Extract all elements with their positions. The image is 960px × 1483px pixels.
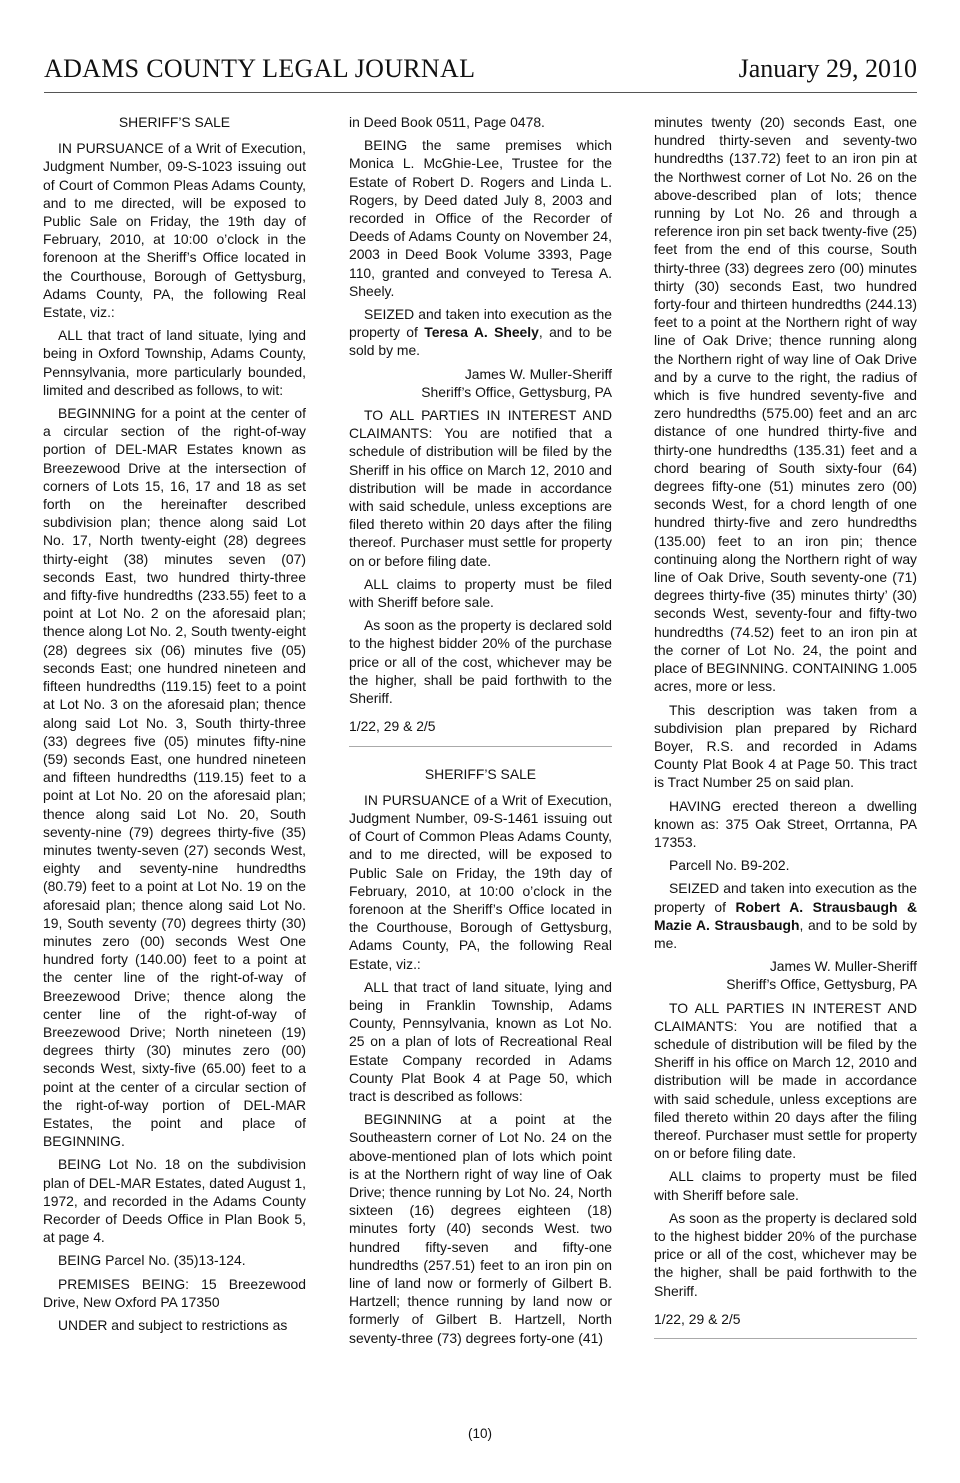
notice-paragraph: TO ALL PARTIES IN INTEREST AND CLAIMANTS: You are notified that a schedule of distribution will be filed by the Sheriff in his office on March 12, 2010 and distribution will be made in accordance with said schedule, unless exceptions are filed thereto within 20 days after the filing thereof. Purchaser must settle for property on or before filing date. bbox=[349, 407, 612, 569]
notice-paragraph: As soon as the property is declared sold to the highest bidder 20% of the purchase price or all of the cost, whichever may be the higher, shall be paid forthwith to the Sheriff. bbox=[349, 617, 612, 707]
notice-paragraph: HAVING erected thereon a dwelling known as: 375 Oak Street, Orrtanna, PA 17353. bbox=[654, 797, 917, 850]
notice-heading: SHERIFF’S SALE bbox=[118, 114, 231, 130]
notice-paragraph: TO ALL PARTIES IN INTEREST AND CLAIMANTS: You are notified that a schedule of distribution will be filed by the Sheriff in his office on March 12, 2010 and distribution will be made in accordance with said schedule, unless exceptions are filed thereto within 20 days after the filing thereof. Purchaser must settle for property on or before filing date. bbox=[654, 999, 917, 1162]
notice-paragraph: As soon as the property is declared sold to the highest bidder 20% of the purchase price or all of the cost, whichever may be the higher, shall be paid forthwith to the Sheriff. bbox=[654, 1209, 917, 1299]
seized-paragraph: SEIZED and taken into execution as the property of Teresa A. Sheely, and to be sold by me. bbox=[349, 306, 612, 359]
section-divider bbox=[349, 746, 612, 747]
notice-paragraph: ALL claims to property must be filed with Sheriff before sale. bbox=[654, 1168, 917, 1203]
column-2 bbox=[349, 113, 612, 1352]
issue-date: January 29, 2010 bbox=[738, 54, 917, 83]
publication-dates: 1/22, 29 & 2/5 bbox=[654, 1310, 741, 1327]
notice-paragraph: BEING the same premises which Monica L. McGhie-Lee, Trustee for the Estate of Robert D. Rogers and Linda L. Rogers, by Deed dated July 8, 2003 and recorded in Office of the Recorder of Deeds of Adams County on November 24, 2003 in Deed Book Volume 3393, Page 110, granted and conveyed to Teresa A. Sheely. bbox=[349, 137, 612, 299]
notice-paragraph: BEING Parcel No. (35)13-124. bbox=[58, 1252, 246, 1269]
seized-paragraph: SEIZED and taken into execution as the property of Robert A. Strausbaugh & Mazie A. Strausbaugh, and to be sold by me. bbox=[654, 880, 917, 951]
notice-paragraph: BEGINNING for a point at the center of a circular section of the right-of-way portion of DEL-MAR Estates known as Breezewood Drive at the intersection of corners of Lots 15, 16, 17 and 18 as set forth on the hereinafter described subdivision plan; thence along said Lot No. 17, North twenty-eight (28) degrees thirty-eight (38) minutes seven (07) seconds East, two hundred thirty-three and fifty-five hundredths (233.55) feet to a point at Lot No. 2 on the aforesaid plan; thence along Lot No. 2, South twenty-eight (28) degrees six (06) minutes five (05) seconds East; one hundred nineteen and fifteen hundredths (119.15) feet to a point at Lot No. 3 on the aforesaid plan; thence along said Lot No. 3, South thirty-three (33) degrees five (05) minutes fifty-nine (59) seconds East, one hundred nineteen and fifteen hundredths (119.15) feet to a point at Lot No. 20 on the aforesaid plan; thence along said Lot No. 20, South seventy-nine (79) degrees thirty-five (35) minutes twenty-seven (27) seconds West, eighty and seventy-nine hundredths (80.79) feet to a point at Lot No. 19 on the aforesaid plan; thence along said Lot No. 19, South seventy (70) degrees thirty (30) minutes zero (00) seconds West One hundred forty (140.00) feet to a point at the center line of the right-of-way of Breezewood Drive; thence along the center line of the right-of-way of Breezewood Drive; North nineteen (19) degrees thirty (30) minutes zero (00) seconds West, sixty-five (65.00) feet to a point at the center of a circular section of the right-of-way portion of DEL-MAR Estates, the point and place of BEGINNING. bbox=[43, 405, 306, 1150]
notice-paragraph: in Deed Book 0511, Page 0478. bbox=[349, 114, 545, 130]
publication-dates: 1/22, 29 & 2/5 bbox=[349, 718, 436, 735]
sheriff-signature: James W. Muller-Sheriff bbox=[464, 365, 612, 382]
notice-paragraph: minutes twenty (20) seconds East, one hundred thirty-seven and seventy-two hundredths (137.72) feet to an iron pin at the Northwest corner of Lot No. 26 on the above-described plan of lots; thence running by Lot No. 26 and through a reference iron pin set back twenty-five (25) feet from the end of this course, South thirty-three (33) degrees zero (00) minutes thirty (30) seconds East, two hundred forty-four and thirteen hundredths (244.13) feet to a point at the Northern right of way line of Oak Drive; thence running along the Northern right of way line of Oak Drive and by a curve to the right, the radius of which is five hundred seventy-five and zero hundredths (575.00) feet and an arc distance of one hundred thirty-five and thirty-one hundredths (135.31) feet and a chord bearing of South sixty-four (64) degrees fifty-one (51) minutes zero (00) seconds West, for a chord length of one hundred thirty-five and zero hundredths (135.00) feet to an iron pin; thence continuing along the Northern right of way line of Oak Drive, South seventy-one (71) degrees thirty-five (35) minutes thirty’ (30) seconds West, seventy-four and fifty-two hundredths (74.52) feet to an iron pin at the corner of Lot No. 24, the point and place of BEGINNING. CONTAINING 1.005 acres, more or less. bbox=[654, 114, 917, 695]
notice-paragraph: BEING Lot No. 18 on the subdivision plan of DEL-MAR Estates, dated August 1, 1972, and recorded in the Adams County Recorder of Deeds Office in Plan Book 5, at page 4. bbox=[43, 1156, 306, 1246]
notice-paragraph: UNDER and subject to restrictions as bbox=[58, 1317, 288, 1333]
notice-paragraph: Parcell No. B9-202. bbox=[669, 857, 790, 874]
notice-paragraph: IN PURSUANCE of a Writ of Execution, Judgment Number, 09-S-1023 issuing out of Court of Common Pleas Adams County, and to me directed, will be exposed to Public Sale on Friday, the 19th day of February, 2010, at 10:00 o’clock in the forenoon at the Sheriff’s Office located in the Courthouse, Borough of Gettysburg, Adams County, PA, the following Real Estate, viz.: bbox=[43, 140, 306, 321]
section-divider bbox=[654, 1338, 917, 1339]
defendant-name: Teresa A. Sheely bbox=[424, 324, 539, 341]
journal-title: ADAMS COUNTY LEGAL JOURNAL bbox=[44, 54, 476, 83]
column-3 bbox=[654, 113, 917, 1357]
notice-paragraph: This description was taken from a subdivision plan prepared by Richard Boyer, R.S. and recorded in Adams County Plat Book 4 at Page 50. This tract is Tract Number 25 on said plan. bbox=[654, 701, 917, 791]
notice-paragraph: IN PURSUANCE of a Writ of Execution, Judgment Number, 09-S-1461 issuing out of Court of Common Pleas Adams County, and to me directed, will be exposed to Public Sale on Friday, the 19th day of February, 2010, at 10:00 o’clock in the forenoon at the Sheriff’s Office located in the Courthouse, Borough of Gettysburg, Adams County, PA, the following Real Estate, viz.: bbox=[349, 791, 612, 972]
notice-paragraph: PREMISES BEING: 15 Breezewood Drive, New Oxford PA 17350 bbox=[43, 1275, 306, 1310]
notice-paragraph: ALL claims to property must be filed with Sheriff before sale. bbox=[349, 575, 612, 611]
notice-paragraph: BEGINNING at a point at the Southeastern corner of Lot No. 24 on the above-mentioned plan of lots which point is at the Northern right of way line of Oak Drive; thence running by Lot No. 24, North sixteen (16) degrees eighteen (18) minutes forty (40) seconds West. two hundred fifty-seven and fifty-one hundredths (257.51) feet to an iron pin on line of land now or formerly of Gilbert B. Hartzell; thence running by land now or formerly of Gilbert B. Hartzell, North seventy-three (73) degrees forty-one (41) bbox=[349, 1111, 612, 1346]
page-number: (10) bbox=[467, 1426, 492, 1441]
sheriff-office: Sheriff’s Office, Gettysburg, PA bbox=[421, 383, 612, 400]
defendant-name: Robert A. Strausbaugh & Mazie A. Strausbaugh bbox=[654, 898, 917, 933]
column-1 bbox=[43, 113, 306, 1339]
notice-paragraph: ALL that tract of land situate, lying and being in Oxford Township, Adams County, Pennsylvania, more particularly bounded, limited and described as follows, to wit: bbox=[43, 327, 306, 398]
sheriff-signature: James W. Muller-Sheriff bbox=[769, 958, 917, 975]
sheriff-office: Sheriff’s Office, Gettysburg, PA bbox=[726, 976, 917, 993]
journal-header bbox=[44, 50, 917, 93]
notice-paragraph: ALL that tract of land situate, lying and being in Franklin Township, Adams County, Pennsylvania, known as Lot No. 25 on a plan of lots of Recreational Real Estate Company recorded in Adams County Plat Book 4 at Page 50, which tract is described as follows: bbox=[349, 978, 612, 1104]
notice-heading: SHERIFF’S SALE bbox=[424, 765, 537, 782]
